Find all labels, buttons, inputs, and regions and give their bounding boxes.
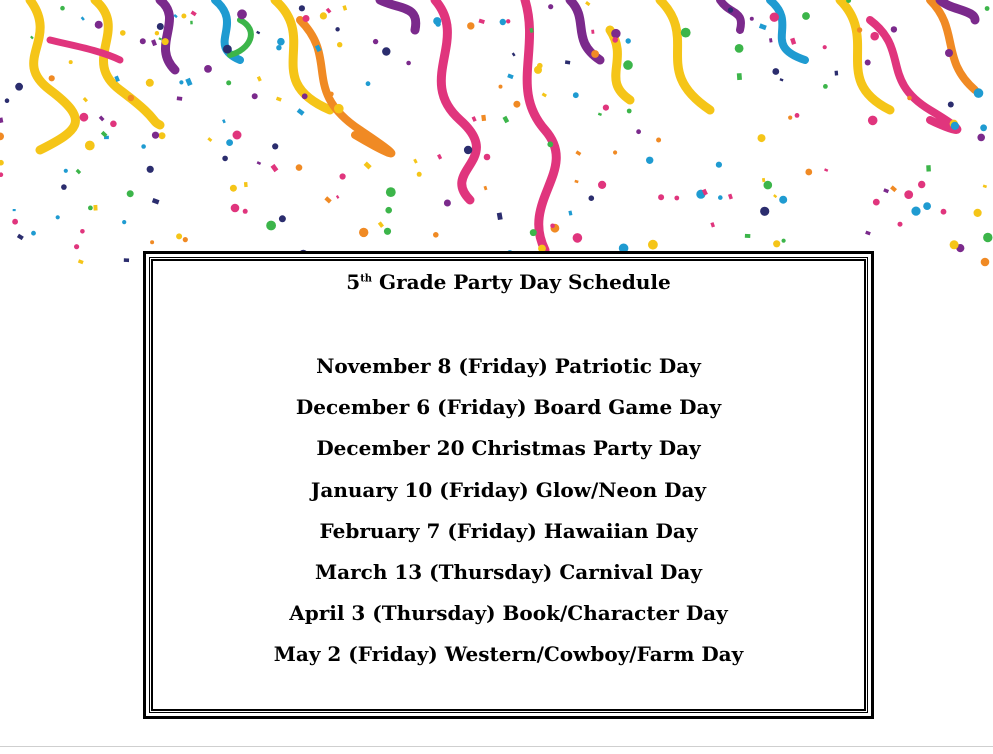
schedule-frame	[143, 251, 874, 719]
party-day-item: April 3 (Thursday) Book/Character Day	[289, 601, 728, 626]
party-day-item: February 7 (Friday) Hawaiian Day	[319, 518, 698, 543]
party-day-item: November 8 (Friday) Patriotic Day	[316, 354, 701, 378]
title-number: 5	[346, 270, 361, 294]
party-day-item: December 6 (Friday) Board Game Day	[295, 395, 722, 420]
party-day-item: May 2 (Friday) Western/Cowboy/Farm Day	[273, 642, 744, 667]
party-day-item: December 20 Christmas Party Day	[316, 436, 701, 461]
title-rest: Grade Party Day Schedule	[372, 270, 671, 294]
page-bottom-rule	[0, 746, 993, 747]
party-day-item: March 13 (Thursday) Carnival Day	[315, 559, 702, 584]
party-day-list	[146, 353, 871, 683]
page-title	[146, 269, 871, 295]
party-day-item: January 10 (Friday) Glow/Neon Day	[310, 477, 707, 502]
title-ordinal-suffix: th	[360, 273, 373, 285]
